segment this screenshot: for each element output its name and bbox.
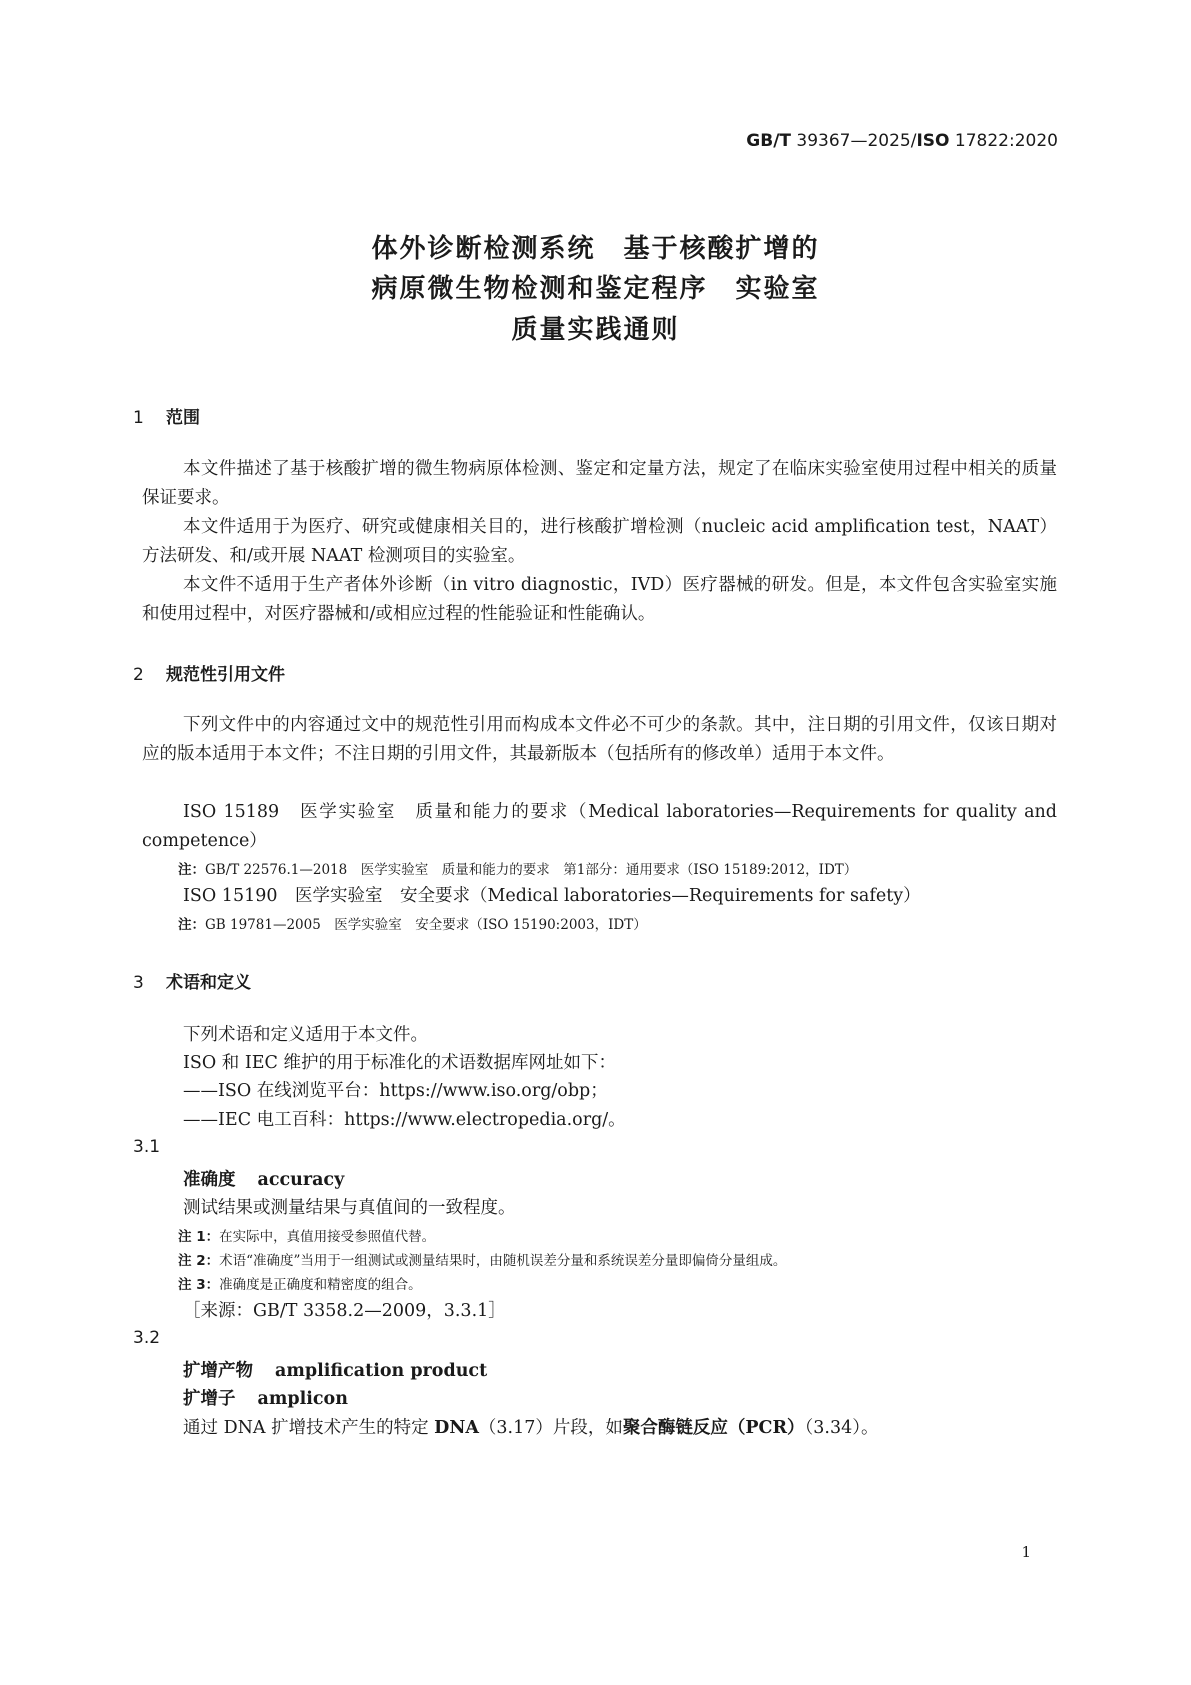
title-line-2: 病原微生物检测和鉴定程序 实验室 — [371, 274, 820, 304]
definition-text: （3.17）片段，如 — [478, 1418, 623, 1438]
iso-obp-link[interactable]: ——ISO 在线浏览平台：https://www.iso.org/obp； — [183, 1081, 608, 1101]
term-3-1-title — [183, 1166, 344, 1191]
section-1-paragraph-3: 本文件不适用于生产者体外诊断（in vitro diagnostic，IVD）医疗器械的研发。但是，本文件包含实验室实施和使用过程中，对医疗器械和/或相应过程的性能验证和性能确认。 — [142, 575, 1057, 624]
note-label: 注： — [178, 862, 205, 878]
std-mid: 39367—2025/ — [791, 131, 917, 151]
section-2-paragraph-1: 下列文件中的内容通过文中的规范性引用而构成本文件必不可少的条款。其中，注日期的引用文件，仅该日期对应的版本适用于本文件；不注日期的引用文件，其最新版本（包括所有的修改单）适用于本文件。 — [142, 715, 1057, 764]
title-line-1: 体外诊断检测系统 基于核酸扩增的 — [371, 234, 820, 264]
term-3-1-note-3 — [178, 1273, 422, 1293]
definition-text: （3.34）。 — [804, 1418, 879, 1438]
std-prefix: GB/T — [746, 131, 791, 151]
section-number: 1 — [133, 408, 144, 428]
section-1-paragraph-1: 本文件描述了基于核酸扩增的微生物病原体检测、鉴定和定量方法，规定了在临床实验室使用过程中相关的质量保证要求。 — [142, 459, 1057, 508]
section-title: 范围 — [166, 408, 200, 428]
term-3-1-definition: 测试结果或测量结果与真值间的一致程度。 — [183, 1198, 516, 1218]
definition-text: 通过 DNA 扩增技术产生的特定 — [183, 1418, 435, 1438]
section-3-heading — [133, 968, 251, 993]
note-text: GB/T 22576.1—2018 医学实验室 质量和能力的要求 第1部分：通用要求（ISO 15189:2012，IDT） — [205, 862, 858, 878]
term-zh: 扩增产物 — [183, 1361, 253, 1381]
section-title: 规范性引用文件 — [166, 665, 285, 685]
section-3-intro-1: 下列术语和定义适用于本文件。 — [183, 1025, 428, 1045]
reference-note-2 — [178, 913, 647, 933]
term-zh: 扩增子 — [183, 1389, 236, 1409]
iec-electropedia-link[interactable]: ——IEC 电工百科：https://www.electropedia.org/。 — [183, 1110, 626, 1130]
note-label: 注 3： — [178, 1277, 220, 1293]
term-3-2-title-1 — [183, 1357, 487, 1382]
iso-number: 17822:2020 — [949, 131, 1058, 151]
term-3-2-title-2 — [183, 1385, 348, 1410]
note-label: 注 2： — [178, 1253, 220, 1269]
section-1-paragraph-2: 本文件适用于为医疗、研究或健康相关目的，进行核酸扩增检测（nucleic acid amplification test，NAAT）方法研发、和/或开展 NAAT 检测项目的实验室。 — [142, 517, 1057, 566]
cross-ref-pcr-zh[interactable]: 聚合酶链反应（ — [622, 1418, 746, 1438]
reference-iso-15189: ISO 15189 医学实验室 质量和能力的要求（Medical laboratories—Requirements for quality and competence） — [142, 802, 1057, 851]
term-en: amplification product — [275, 1361, 488, 1381]
term-3-1-number: 3.1 — [133, 1137, 161, 1157]
term-en: amplicon — [257, 1389, 348, 1409]
note-text: GB 19781—2005 医学实验室 安全要求（ISO 15190:2003，IDT） — [205, 917, 647, 933]
standard-number-header — [746, 131, 1058, 151]
term-en: accuracy — [257, 1170, 345, 1190]
note-text: 在实际中，真值用接受参照值代替。 — [219, 1229, 436, 1245]
term-3-1-note-2 — [178, 1249, 786, 1269]
page-number: 1 — [1021, 1543, 1031, 1561]
note-text: 术语“准确度”当用于一组测试或测量结果时，由随机误差分量和系统误差分量即偏倚分量组成。 — [219, 1253, 787, 1269]
section-number: 3 — [133, 973, 144, 993]
iso-prefix: ISO — [916, 131, 950, 151]
cross-ref-pcr-close: ） — [787, 1418, 805, 1438]
section-2-heading — [133, 660, 285, 685]
term-3-1-note-1 — [178, 1225, 435, 1245]
note-label: 注 1： — [178, 1229, 220, 1245]
cross-ref-dna[interactable]: DNA — [434, 1418, 479, 1438]
section-1-heading — [133, 403, 200, 428]
section-title: 术语和定义 — [166, 973, 251, 993]
title-line-3: 质量实践通则 — [511, 315, 680, 345]
cross-ref-pcr[interactable]: PCR — [745, 1418, 788, 1438]
term-3-2-number: 3.2 — [133, 1328, 161, 1348]
term-3-2-definition — [183, 1414, 879, 1439]
section-number: 2 — [133, 665, 144, 685]
section-3-intro-2: ISO 和 IEC 维护的用于标准化的术语数据库网址如下： — [183, 1053, 617, 1073]
term-3-1-source: ［来源：GB/T 3358.2—2009，3.3.1］ — [183, 1301, 506, 1321]
reference-note-1 — [178, 858, 857, 878]
note-label: 注： — [178, 917, 205, 933]
term-zh: 准确度 — [183, 1170, 236, 1190]
note-text: 准确度是正确度和精密度的组合。 — [219, 1277, 422, 1293]
reference-iso-15190: ISO 15190 医学实验室 安全要求（Medical laboratories—Requirements for safety） — [183, 886, 921, 906]
